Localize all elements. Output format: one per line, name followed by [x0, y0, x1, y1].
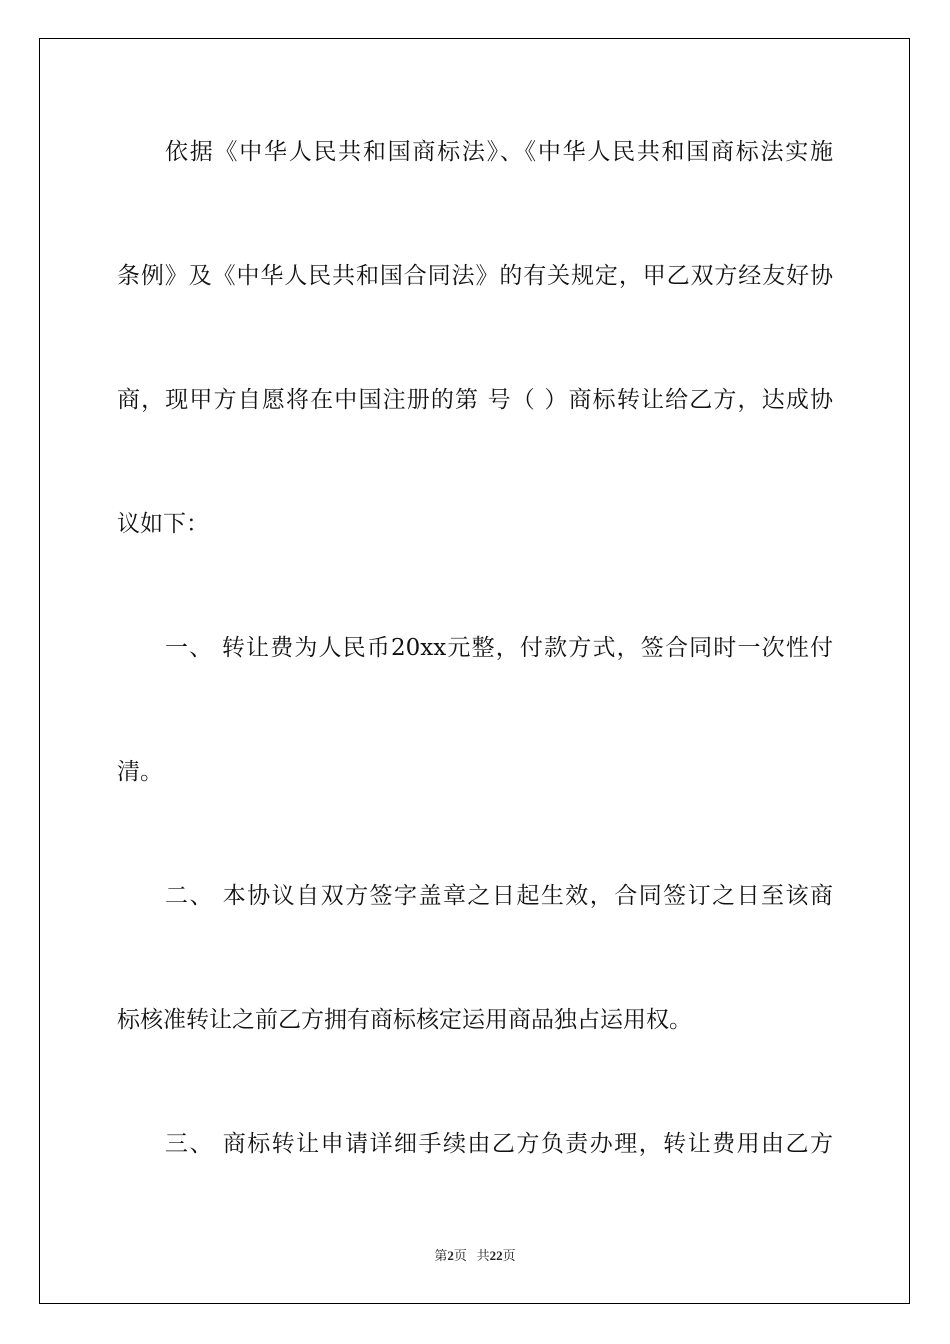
text-line: 一、 转让费为人民币20xx元整，付款方式，签合同时一次性付 — [165, 635, 833, 661]
text-line: 清。 — [117, 759, 163, 785]
page-prefix: 第 — [434, 1248, 448, 1263]
page-footer — [0, 1245, 950, 1264]
page-number: 2 — [447, 1248, 454, 1263]
text-line: 条例》及《中华人民共和国合同法》的有关规定，甲乙双方经友好协 — [117, 263, 833, 289]
total-suffix: 页 — [502, 1248, 516, 1263]
page-border — [39, 38, 910, 1304]
text-line: 依据《中华人民共和国商标法》、《中华人民共和国商标法实施 — [165, 139, 833, 165]
text-line: 三、 商标转让申请详细手续由乙方负责办理，转让费用由乙方 — [165, 1131, 833, 1157]
text-line: 商，现甲方自愿将在中国注册的第 号（ ）商标转让给乙方，达成协 — [117, 387, 833, 413]
page-suffix: 页 — [453, 1248, 467, 1263]
text-line: 标核准转让之前乙方拥有商标核定运用商品独占运用权。 — [117, 1007, 692, 1033]
text-line: 二、 本协议自双方签字盖章之日起生效，合同签订之日至该商 — [165, 883, 833, 909]
total-pages: 22 — [489, 1248, 503, 1263]
text-line: 议如下： — [117, 511, 209, 537]
total-prefix: 共 — [476, 1248, 490, 1263]
